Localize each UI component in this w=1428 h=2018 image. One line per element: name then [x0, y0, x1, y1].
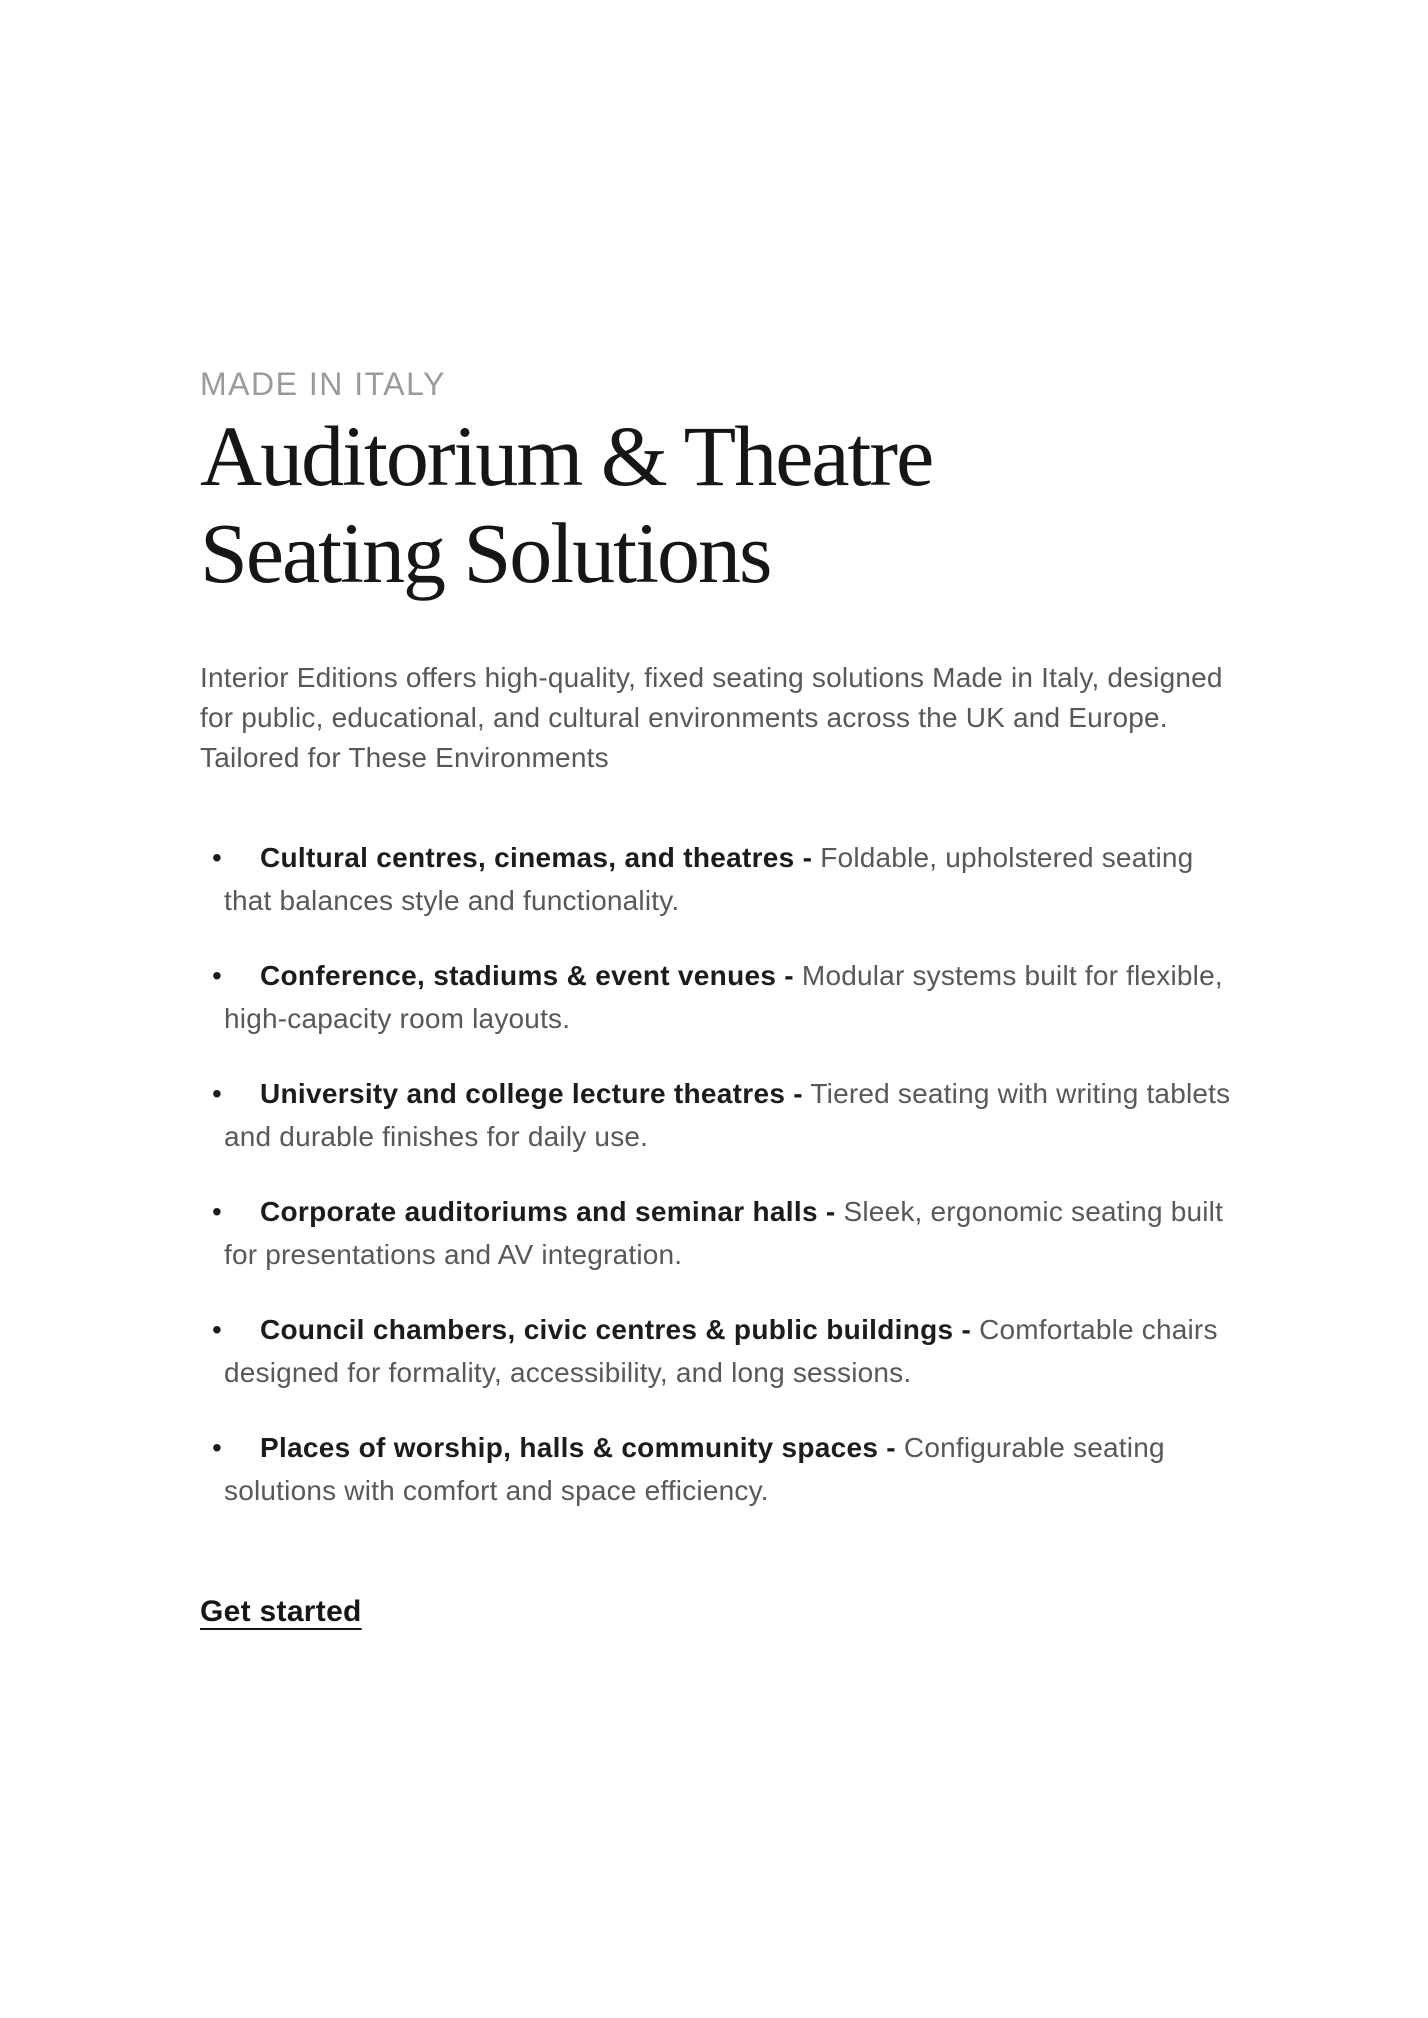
intro-text: Interior Editions offers high-quality, fixed seating solutions Made in Italy, designed for public, educational, and cultural environments across the UK and Europe. [200, 662, 1223, 733]
list-item [200, 1308, 1240, 1394]
bullet-icon: • [212, 1196, 222, 1227]
list-item [200, 836, 1240, 922]
bullet-label: Council chambers, civic centres & public buildings - [260, 1314, 972, 1345]
feature-list [200, 836, 1240, 1512]
list-item-text [224, 1072, 1240, 1158]
bullet-icon: • [212, 1314, 222, 1345]
bullet-description: Sleek, ergonomic seating built for presentations and AV integration. [224, 1196, 1224, 1270]
page-title-line-1: Auditorium & Theatre [200, 408, 933, 504]
list-item [200, 1190, 1240, 1276]
seating-solutions-section [200, 362, 1240, 1630]
bullet-description: Comfortable chairs designed for formality, accessibility, and long sessions. [224, 1314, 1218, 1388]
list-item [200, 1072, 1240, 1158]
list-item-text [224, 1308, 1240, 1394]
bullet-icon: • [212, 842, 222, 873]
bullet-description: Tiered seating with writing tablets and durable finishes for daily use. [224, 1078, 1231, 1152]
bullet-description: Configurable seating solutions with comfort and space efficiency. [224, 1432, 1165, 1506]
list-item-text [224, 1190, 1240, 1276]
bullet-icon: • [212, 1432, 222, 1463]
bullet-label: University and college lecture theatres - [260, 1078, 803, 1109]
list-item-text [224, 954, 1240, 1040]
bullet-label: Cultural centres, cinemas, and theatres - [260, 842, 813, 873]
list-item [200, 1426, 1240, 1512]
eyebrow-label: MADE IN ITALY [200, 366, 446, 402]
page-title-line-2: Seating Solutions [200, 505, 771, 601]
page-title [200, 408, 1240, 602]
bullet-description: Modular systems built for flexible, high-capacity room layouts. [224, 960, 1223, 1034]
list-item-text [224, 836, 1240, 922]
list-item [200, 954, 1240, 1040]
list-item-text [224, 1426, 1240, 1512]
bullet-label: Conference, stadiums & event venues - [260, 960, 794, 991]
get-started-link[interactable]: Get started [200, 1595, 362, 1628]
bullet-label: Places of worship, halls & community spaces - [260, 1432, 896, 1463]
bullet-icon: • [212, 960, 222, 991]
bullet-icon: • [212, 1078, 222, 1109]
bullet-label: Corporate auditoriums and seminar halls - [260, 1196, 836, 1227]
intro-paragraph [200, 658, 1240, 778]
bullet-description: Foldable, upholstered seating that balances style and functionality. [224, 842, 1194, 916]
intro-tagline: Tailored for These Environments [200, 742, 609, 773]
